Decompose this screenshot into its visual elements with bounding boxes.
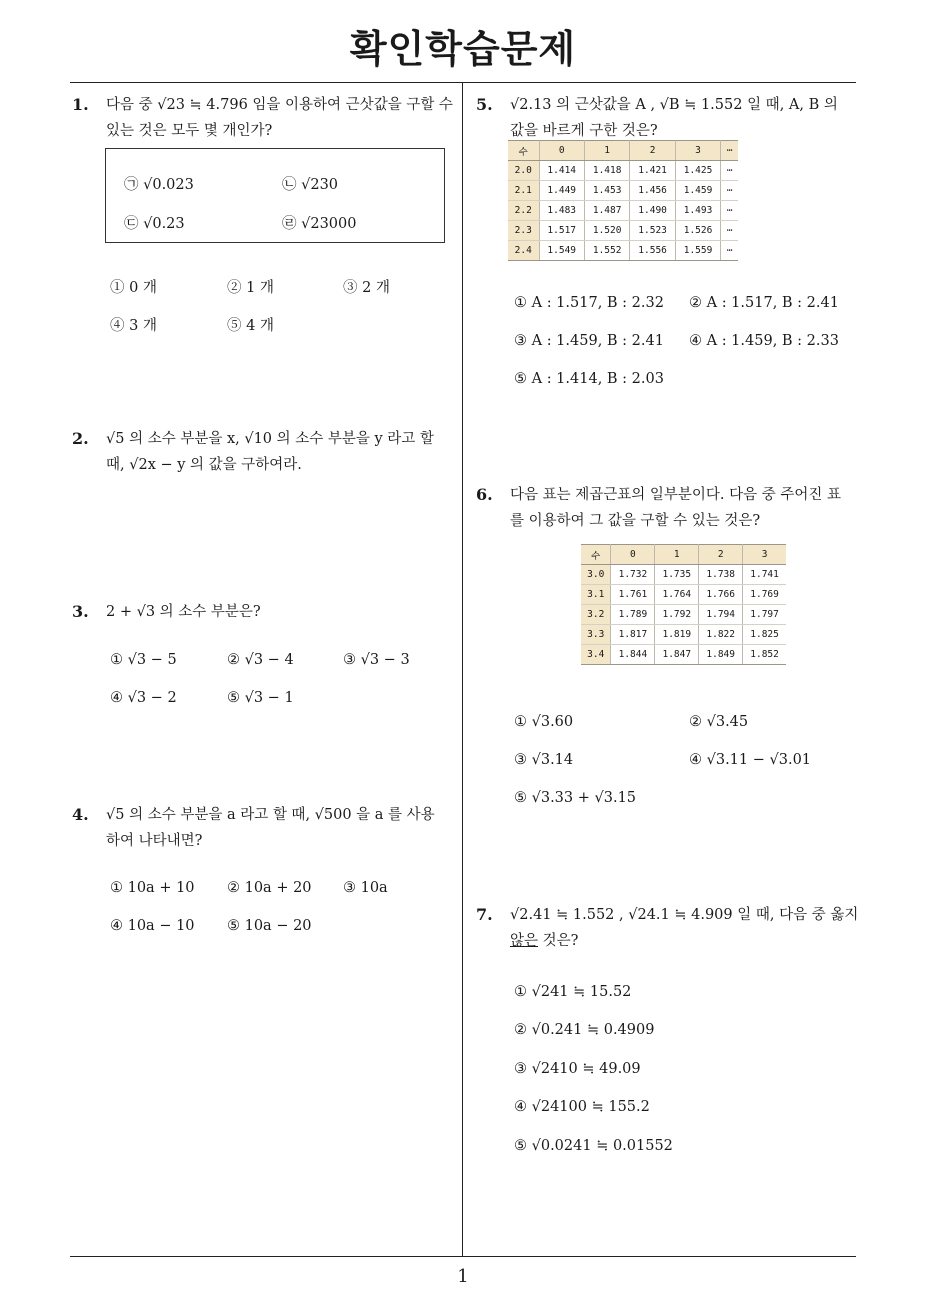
answer-choice[interactable]: ② √0.241 ≒ 0.4909 [514,1022,655,1038]
table-row [508,221,738,241]
table-row-header: 3.1 [581,585,611,605]
answer-choice[interactable]: ③ 10a [343,880,388,896]
table-cell: 1.849 [699,645,743,665]
table-cell: 1.421 [630,161,675,181]
table-cell: 1.459 [675,181,720,201]
table-header-row [581,545,786,565]
answer-choice[interactable]: ① √3 − 5 [110,652,177,668]
top-rule [70,82,856,83]
table-cell: 1.766 [699,585,743,605]
bottom-rule [70,1256,856,1257]
table-cell: 1.490 [630,201,675,221]
table-row-header: 2.1 [508,181,539,201]
table-header-cell: 0 [611,545,655,565]
table-cell: 1.523 [630,221,675,241]
table-cell: 1.844 [611,645,655,665]
table-cell: 1.418 [584,161,629,181]
table-cell: 1.797 [743,605,786,625]
table-cell: 1.483 [539,201,584,221]
table-cell: ⋯ [721,221,738,241]
question-number: 1. [72,95,89,114]
answer-choice[interactable]: ⑤ √3.33 + √3.15 [514,790,637,806]
table-cell: 1.453 [584,181,629,201]
table-cell: 1.517 [539,221,584,241]
table-cell: 1.825 [743,625,786,645]
square-root-table [581,544,786,665]
table-header-row [508,141,738,161]
table-cell: 1.493 [675,201,720,221]
question-text: 있는 것은 모두 몇 개인가? [106,123,273,139]
table-cell: ⋯ [721,241,738,261]
table-cell: 1.819 [655,625,699,645]
question-1 [72,92,458,144]
table-cell: 1.789 [611,605,655,625]
question-6 [476,482,860,534]
question-text: √2.41 ≒ 1.552 , √24.1 ≒ 4.909 일 때, 다음 중 옳지 [510,907,859,923]
table-cell: 1.847 [655,645,699,665]
answer-choice[interactable]: ① 10a + 10 [110,880,195,896]
table-header-cell: 1 [655,545,699,565]
question-text: 다음 중 √23 ≒ 4.796 임을 이용하여 근삿값을 구할 수 [106,97,453,113]
table-header-cell: 3 [675,141,720,161]
table-row [508,161,738,181]
table-cell: 1.822 [699,625,743,645]
table-cell: 1.559 [675,241,720,261]
answer-choice[interactable]: ② 1 개 [227,280,274,296]
answer-choice[interactable]: ④ √3.11 − √3.01 [689,752,812,768]
table-cell: 1.456 [630,181,675,201]
page-number: 1 [457,1266,469,1287]
question-text: 2 + √3 의 소수 부분은? [106,604,261,620]
table-row [581,565,786,585]
table-row-header: 2.4 [508,241,539,261]
table-cell: 1.769 [743,585,786,605]
answer-choice[interactable]: ② A : 1.517, B : 2.41 [689,295,839,311]
table-header-cell: 수 [581,545,611,565]
table-header-cell: 2 [630,141,675,161]
question-number: 4. [72,805,89,824]
table-row [581,605,786,625]
table-header-cell: 2 [699,545,743,565]
table-cell: 1.520 [584,221,629,241]
question-text: 하여 나타내면? [106,833,203,849]
question-3 [72,599,458,625]
question-text: 때, √2x − y 의 값을 구하여라. [106,457,302,473]
table-header-cell: 3 [743,545,786,565]
answer-choice[interactable]: ⑤ √0.0241 ≒ 0.01552 [514,1138,673,1154]
table-cell: 1.526 [675,221,720,241]
square-root-table [508,140,738,261]
question-text: 를 이용하여 그 값을 구할 수 있는 것은? [510,513,761,529]
answer-choice[interactable]: ④ 3 개 [110,318,157,334]
table-cell: 1.852 [743,645,786,665]
question-4 [72,802,458,854]
answer-choice[interactable]: ① A : 1.517, B : 2.32 [514,295,664,311]
box-item: ㉢ √0.23 [124,216,185,232]
options-box [105,148,445,243]
table-header-cell: 수 [508,141,539,161]
table-row-header: 2.0 [508,161,539,181]
answer-choice[interactable]: ① √3.60 [514,714,574,730]
table-cell: 1.732 [611,565,655,585]
question-number: 6. [476,485,493,504]
table-row [581,585,786,605]
answer-choice[interactable]: ③ √3.14 [514,752,574,768]
table-row [508,201,738,221]
table-cell: 1.552 [584,241,629,261]
question-text: √2.13 의 근삿값을 A , √B ≒ 1.552 일 때, A, B 의 [510,97,838,113]
question-text-rest: 것은? [538,933,579,949]
emphasis-underline: 않은 [510,933,539,949]
table-cell: ⋯ [721,181,738,201]
question-text: 다음 표는 제곱근표의 일부분이다. 다음 중 주어진 표 [510,487,842,503]
answer-choice[interactable]: ⑤ 10a − 20 [227,918,312,934]
answer-choice[interactable]: ④ √3 − 2 [110,690,177,706]
question-number: 3. [72,602,89,621]
question-2 [72,426,458,478]
answer-choice[interactable]: ② √3 − 4 [227,652,294,668]
answer-choice[interactable]: ③ 2 개 [343,280,390,296]
question-text [510,928,860,954]
question-5 [476,92,860,144]
answer-choice[interactable]: ⑤ 4 개 [227,318,274,334]
table-header-cell: 1 [584,141,629,161]
table-cell: 1.425 [675,161,720,181]
table-header-cell: 0 [539,141,584,161]
answer-choice[interactable]: ⑤ A : 1.414, B : 2.03 [514,371,664,387]
table-row-header: 3.3 [581,625,611,645]
answer-choice[interactable]: ① 0 개 [110,280,157,296]
table-header-cell: ⋯ [721,141,738,161]
answer-choice[interactable]: ③ √3 − 3 [343,652,410,668]
table-cell: 1.549 [539,241,584,261]
table-row [508,241,738,261]
table-cell: ⋯ [721,201,738,221]
question-7 [476,902,860,954]
answer-choice[interactable]: ③ √2410 ≒ 49.09 [514,1061,641,1077]
answer-choice[interactable]: ② 10a + 20 [227,880,312,896]
answer-choice[interactable]: ④ A : 1.459, B : 2.33 [689,333,839,349]
table-row-header: 3.2 [581,605,611,625]
answer-choice[interactable]: ② √3.45 [689,714,749,730]
box-item: ㉣ √23000 [282,216,357,232]
table-cell: 1.449 [539,181,584,201]
table-row-header: 2.3 [508,221,539,241]
table-cell: 1.761 [611,585,655,605]
table-row-header: 3.4 [581,645,611,665]
table-cell: 1.794 [699,605,743,625]
question-text: √5 의 소수 부분을 x, √10 의 소수 부분을 y 라고 할 [106,431,434,447]
answer-choice[interactable]: ④ √24100 ≒ 155.2 [514,1099,650,1115]
question-number: 5. [476,95,493,114]
table-cell: 1.741 [743,565,786,585]
page-title: 확인학습문제 [349,27,577,71]
box-item: ㉡ √230 [282,177,339,193]
table-cell: 1.414 [539,161,584,181]
table-row [508,181,738,201]
table-row-header: 3.0 [581,565,611,585]
answer-choice[interactable]: ③ A : 1.459, B : 2.41 [514,333,664,349]
table-cell: 1.738 [699,565,743,585]
question-text: 값을 바르게 구한 것은? [510,123,658,139]
answer-choice[interactable]: ⑤ √3 − 1 [227,690,294,706]
table-cell: 1.556 [630,241,675,261]
question-number: 2. [72,429,89,448]
question-number: 7. [476,905,493,924]
box-item: ㉠ √0.023 [124,177,194,193]
table-cell: 1.792 [655,605,699,625]
table-row [581,645,786,665]
table-row-header: 2.2 [508,201,539,221]
answer-choice[interactable]: ④ 10a − 10 [110,918,195,934]
table-cell: 1.817 [611,625,655,645]
answer-choice[interactable]: ① √241 ≒ 15.52 [514,984,632,1000]
table-cell: 1.735 [655,565,699,585]
table-cell: 1.764 [655,585,699,605]
question-text: √5 의 소수 부분을 a 라고 할 때, √500 을 a 를 사용 [106,807,435,823]
table-row [581,625,786,645]
column-divider [462,82,463,1256]
table-cell: ⋯ [721,161,738,181]
table-cell: 1.487 [584,201,629,221]
